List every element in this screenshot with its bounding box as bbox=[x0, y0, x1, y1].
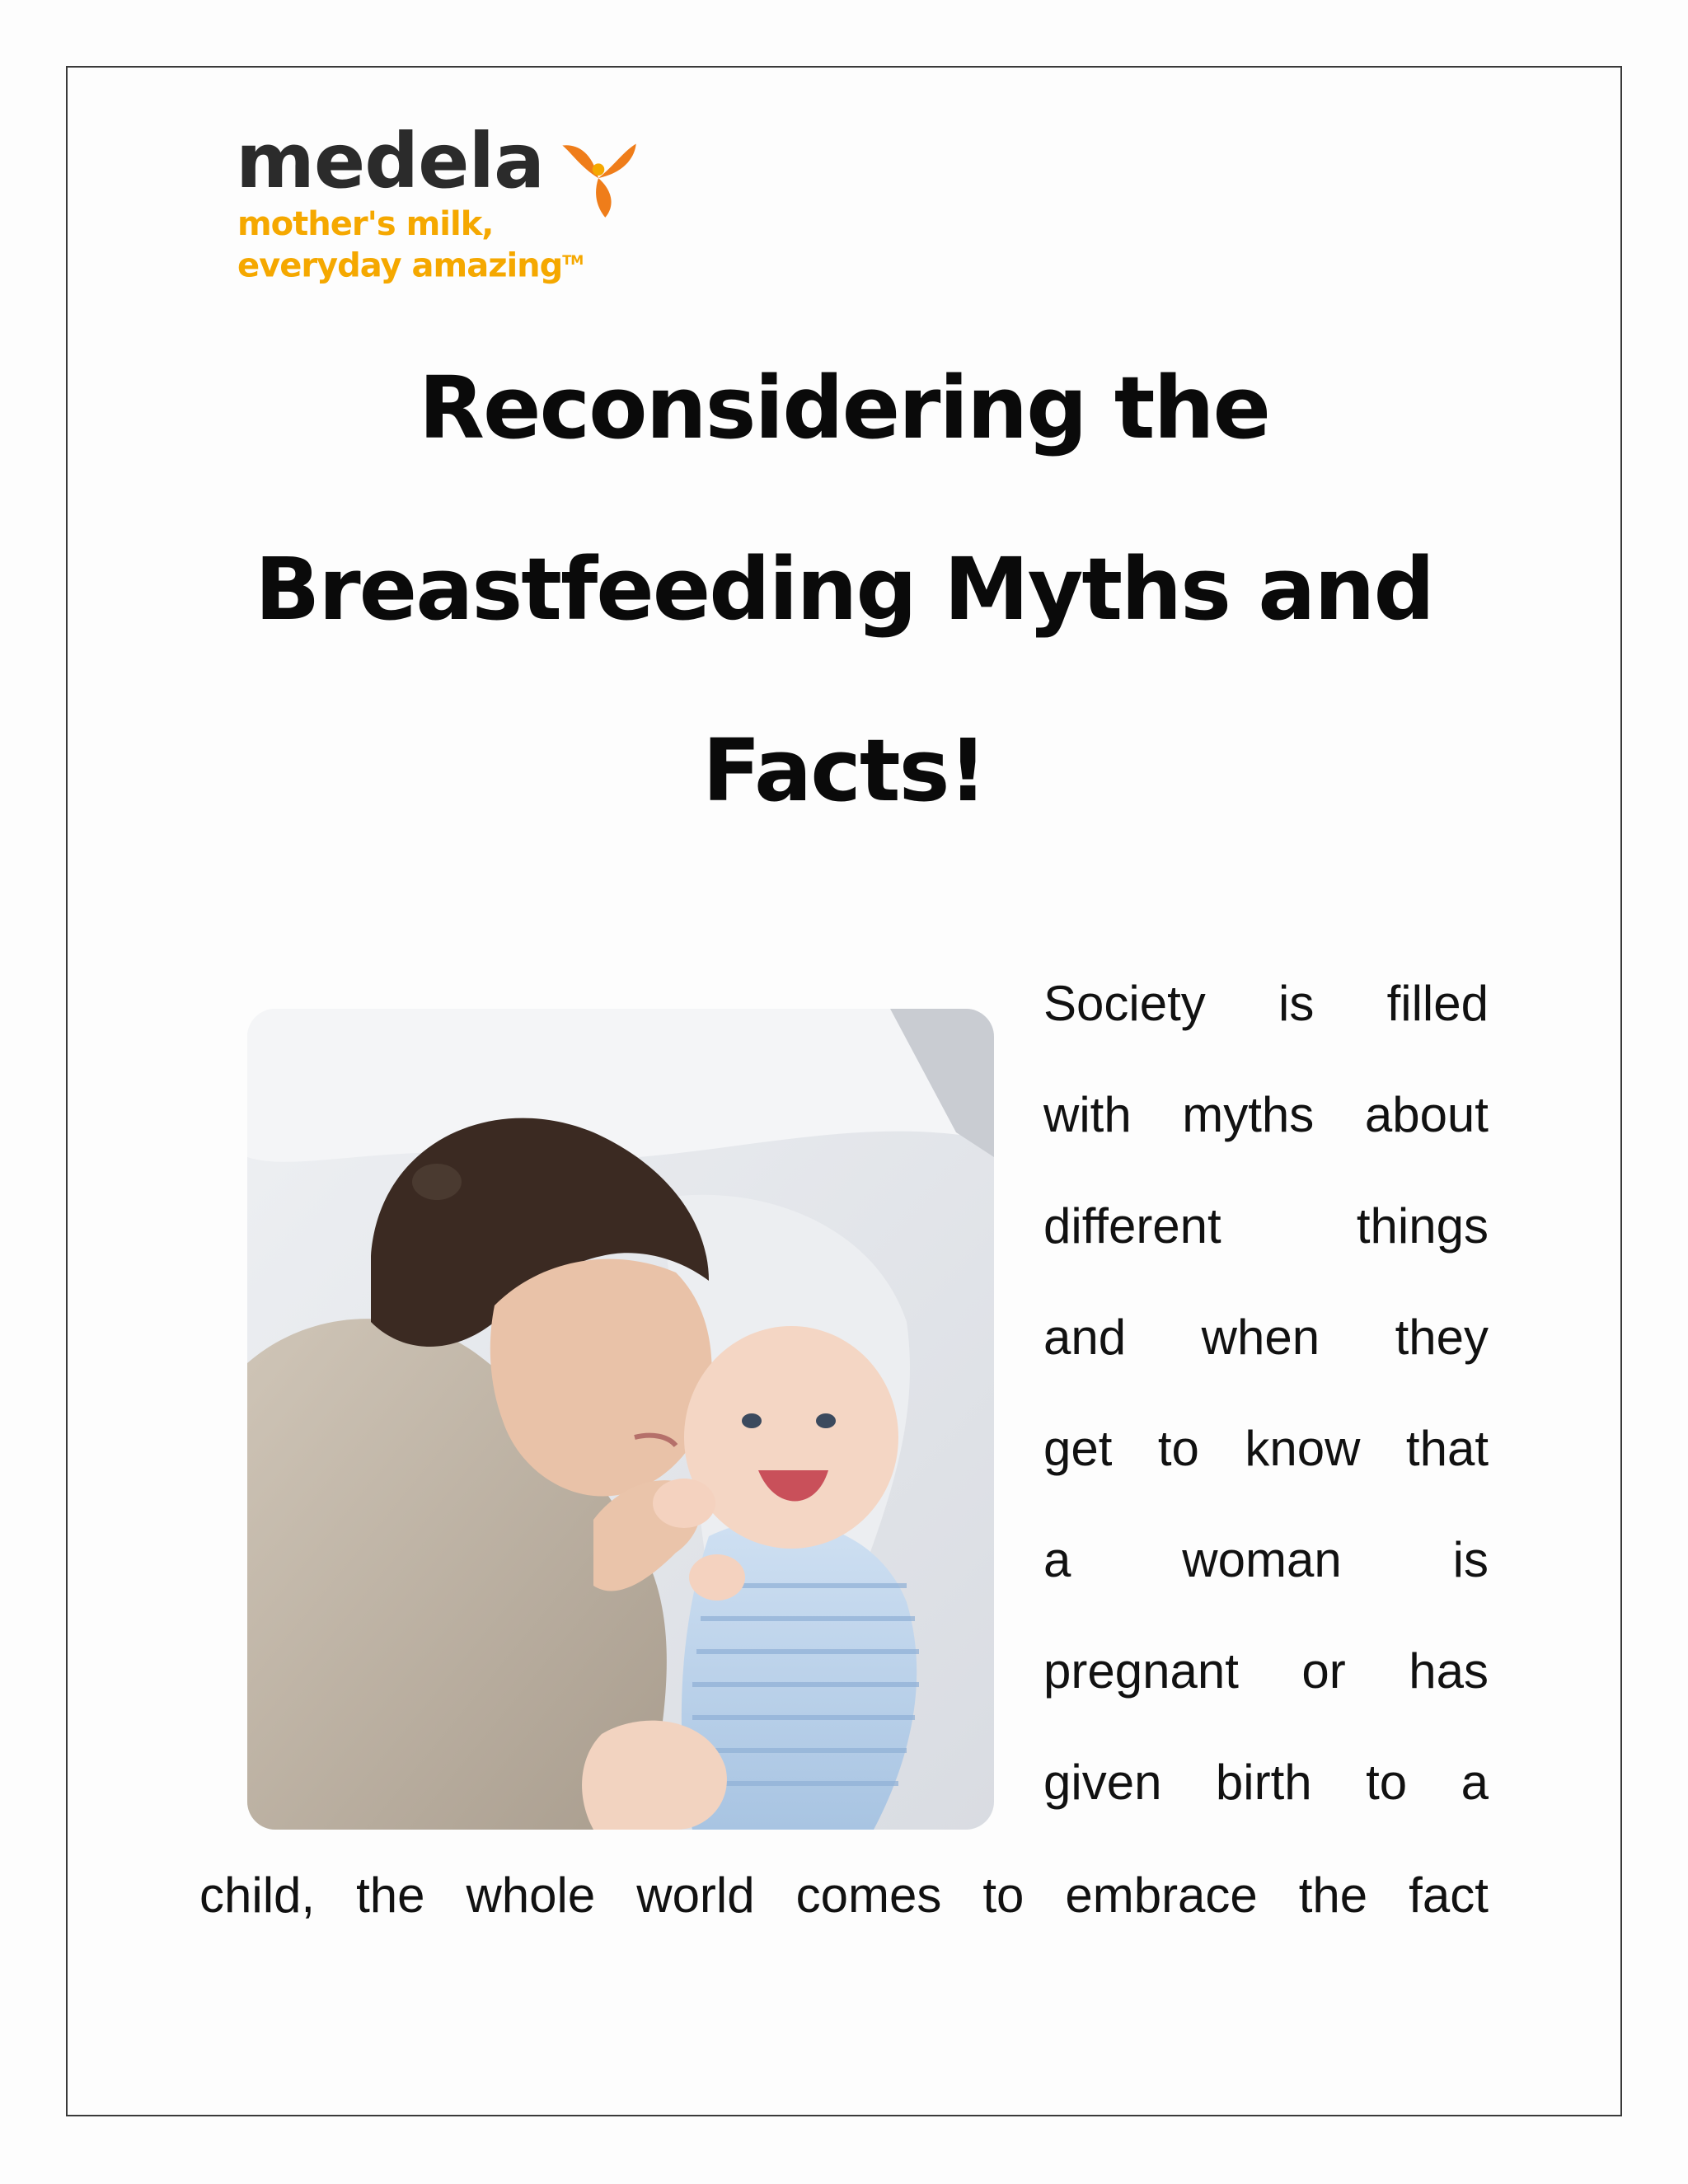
paragraph-line bbox=[1043, 948, 1489, 1059]
logo-tagline-line1: mother's milk, bbox=[237, 205, 494, 243]
word: birth bbox=[1215, 1755, 1312, 1810]
word: a bbox=[1461, 1755, 1489, 1810]
word: that bbox=[1405, 1421, 1489, 1476]
word: a bbox=[1043, 1532, 1071, 1587]
word: whole bbox=[466, 1868, 596, 1923]
word: has bbox=[1409, 1643, 1489, 1699]
paragraph-line-full bbox=[199, 1840, 1489, 1951]
word: world bbox=[636, 1868, 755, 1923]
word: the bbox=[1298, 1868, 1368, 1923]
word: fact bbox=[1409, 1868, 1489, 1923]
word: get bbox=[1043, 1421, 1113, 1476]
word: myths bbox=[1182, 1087, 1315, 1142]
word: given bbox=[1043, 1755, 1162, 1810]
word: to bbox=[982, 1868, 1025, 1923]
logo-wordmark: medela bbox=[236, 117, 545, 205]
intro-paragraph-wrapped bbox=[1043, 948, 1489, 1838]
word: or bbox=[1301, 1643, 1346, 1699]
word: to bbox=[1366, 1755, 1408, 1810]
paragraph-line bbox=[1043, 1615, 1489, 1727]
mother-baby-photo bbox=[247, 1009, 994, 1830]
title-line-3: Facts! bbox=[702, 720, 986, 821]
paragraph-line bbox=[1043, 1393, 1489, 1504]
photo-illustration bbox=[247, 1009, 994, 1830]
paragraph-line bbox=[1043, 1170, 1489, 1282]
paragraph-line bbox=[1043, 1282, 1489, 1393]
word: woman bbox=[1182, 1532, 1342, 1587]
logo-tagline-line2 bbox=[237, 242, 583, 284]
paragraph-line bbox=[1043, 1059, 1489, 1170]
word: child, bbox=[199, 1868, 316, 1923]
word: about bbox=[1364, 1087, 1489, 1142]
word: to bbox=[1157, 1421, 1199, 1476]
page-title bbox=[0, 317, 1688, 861]
word: embrace bbox=[1065, 1868, 1258, 1923]
word: know bbox=[1245, 1421, 1361, 1476]
word: and bbox=[1043, 1310, 1127, 1365]
trademark-symbol: TM bbox=[562, 252, 584, 268]
paragraph-line bbox=[1043, 1504, 1489, 1615]
word: when bbox=[1201, 1310, 1320, 1365]
word: with bbox=[1043, 1087, 1132, 1142]
word: they bbox=[1395, 1310, 1489, 1365]
medela-logo bbox=[236, 117, 664, 288]
word: Society bbox=[1043, 976, 1206, 1031]
word: things bbox=[1356, 1198, 1489, 1254]
paragraph-line bbox=[1043, 1727, 1489, 1838]
logo-tagline-line2-text: everyday amazing bbox=[237, 246, 563, 285]
word: comes bbox=[795, 1868, 942, 1923]
title-line-1: Reconsidering the bbox=[418, 358, 1270, 458]
title-line-2: Breastfeeding Myths and bbox=[255, 539, 1433, 640]
word: different bbox=[1043, 1198, 1221, 1254]
word: is bbox=[1278, 976, 1315, 1031]
word: filled bbox=[1386, 976, 1489, 1031]
logo-tagline bbox=[237, 206, 583, 284]
word: the bbox=[356, 1868, 425, 1923]
word: pregnant bbox=[1043, 1643, 1239, 1699]
word: is bbox=[1452, 1532, 1489, 1587]
